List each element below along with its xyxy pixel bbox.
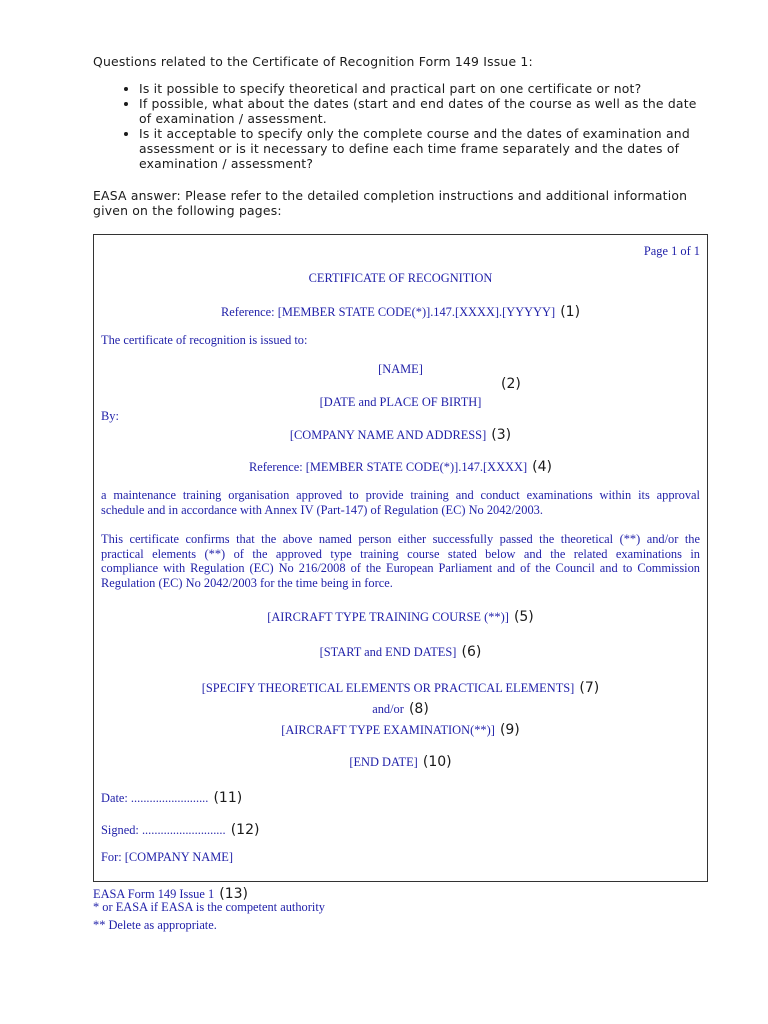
confirmation-line: This certificate confirms that the above named person either successfully passed the theoretical (**) and/or the: [101, 532, 700, 546]
marker-3: (3): [491, 427, 512, 443]
intro-section: [93, 54, 713, 218]
marker-1: (1): [560, 304, 581, 320]
reference-line-2: [94, 456, 707, 475]
start-end-dates-field: [START and END DATES]: [319, 645, 457, 659]
signed-field: Signed: ...........................: [101, 823, 226, 837]
question-item: • Is it acceptable to specify only the complete course and the dates of examination and assessment or is it necessary to define each time frame separately and the dates of examination / assessment?: [139, 126, 713, 171]
date-line: [101, 787, 242, 806]
footnote-easa: * or EASA if EASA is the competent authority: [93, 900, 325, 914]
certificate-form: [93, 234, 708, 882]
end-date-line: [94, 751, 707, 770]
reference-line-1: [94, 301, 707, 320]
for-company-field: For: [COMPANY NAME]: [101, 850, 233, 864]
by-label: By:: [101, 409, 119, 423]
course-line: [94, 606, 707, 625]
organisation-statement: [101, 488, 700, 517]
confirmation-line: practical elements (**) of the approved type training course stated below and the related examinations in: [101, 546, 700, 561]
specify-elements-line: [94, 677, 707, 696]
marker-6: (6): [461, 644, 482, 660]
and-or-line: [94, 698, 707, 717]
organisation-line: a maintenance training organisation approved to provide training and conduct examinations within its approval: [101, 488, 700, 502]
date-place-birth-field: [DATE and PLACE OF BIRTH]: [319, 395, 482, 409]
marker-8: (8): [408, 701, 429, 717]
company-name-address-field: [COMPANY NAME AND ADDRESS]: [289, 428, 487, 442]
page-label: Page 1 of 1: [643, 244, 700, 258]
signed-line: [101, 819, 259, 838]
end-date-field: [END DATE]: [349, 755, 418, 769]
organisation-line: schedule and in accordance with Annex IV (Part-147) of Regulation (EC) No 2042/2003.: [101, 502, 543, 517]
company-line: [94, 424, 707, 443]
question-list: [93, 81, 713, 171]
marker-7: (7): [579, 680, 600, 696]
intro-heading: Questions related to the Certificate of Recognition Form 149 Issue 1:: [93, 54, 533, 69]
question-item: • If possible, what about the dates (start and end dates of the course as well as the date of examination / assessment.: [139, 96, 713, 126]
reference-2: Reference: [MEMBER STATE CODE(*)].147.[XXXX]: [248, 460, 528, 474]
and-or-label: and/or: [372, 702, 404, 716]
name-field: [NAME]: [378, 362, 423, 376]
marker-5: (5): [513, 609, 534, 625]
marker-4: (4): [532, 459, 553, 475]
exam-field: [AIRCRAFT TYPE EXAMINATION(**)]: [281, 723, 495, 737]
marker-13: (13): [219, 886, 249, 902]
issued-to-label: The certificate of recognition is issued to:: [101, 333, 308, 347]
confirmation-statement: [101, 532, 700, 590]
date-field: Date: .........................: [101, 791, 209, 805]
confirmation-line: Regulation (EC) No 2042/2003 for the time being in force.: [101, 575, 393, 590]
marker-11: (11): [213, 790, 243, 806]
marker-10: (10): [422, 754, 452, 770]
confirmation-line: compliance with Regulation (EC) No 216/2008 of the European Parliament and of the Council and to Commission: [101, 561, 700, 575]
course-field: [AIRCRAFT TYPE TRAINING COURSE (**)]: [267, 610, 509, 624]
start-end-dates-line: [94, 641, 707, 660]
specify-elements-field: [SPECIFY THEORETICAL ELEMENTS OR PRACTICAL ELEMENTS]: [201, 681, 575, 695]
marker-12: (12): [230, 822, 260, 838]
marker-9: (9): [499, 722, 520, 738]
reference-1: Reference: [MEMBER STATE CODE(*)].147.[XXXX].[YYYYY]: [220, 305, 556, 319]
question-item: • Is it possible to specify theoretical and practical part on one certificate or not?: [139, 81, 713, 96]
easa-answer: EASA answer: Please refer to the detailed completion instructions and additional information given on the following pages:: [93, 188, 688, 218]
marker-2: (2): [501, 376, 521, 392]
footnote-delete: ** Delete as appropriate.: [93, 918, 217, 932]
certificate-title: CERTIFICATE OF RECOGNITION: [308, 271, 493, 285]
form-id: EASA Form 149 Issue 1: [93, 887, 215, 901]
exam-line: [94, 719, 707, 738]
